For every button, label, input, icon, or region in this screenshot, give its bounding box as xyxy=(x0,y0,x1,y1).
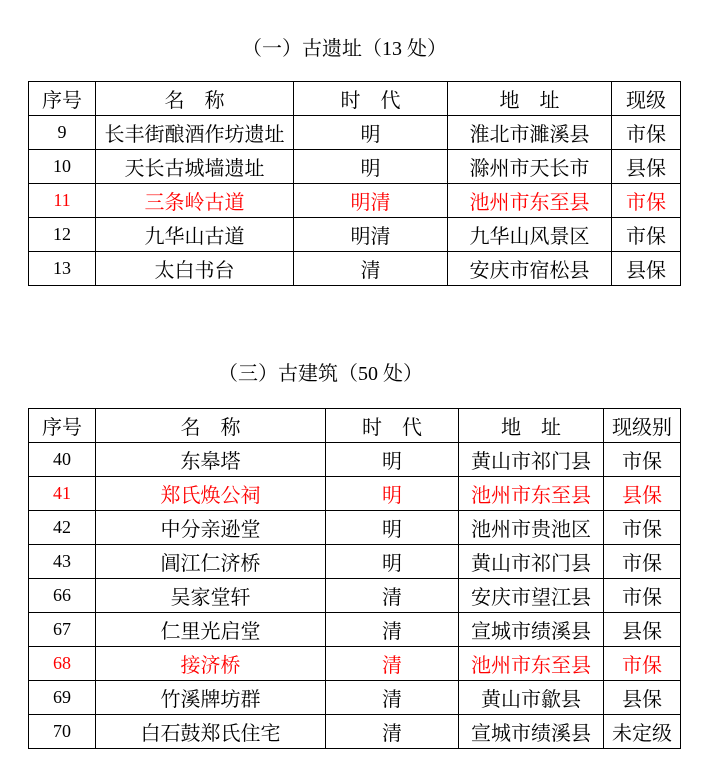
cell-name: 仁里光启堂 xyxy=(96,613,326,647)
cell-level: 县保 xyxy=(612,150,681,184)
cell-index: 10 xyxy=(29,150,96,184)
cell-level: 市保 xyxy=(612,184,681,218)
header-era: 时 代 xyxy=(326,409,459,443)
table-row xyxy=(29,218,681,252)
header-index: 序号 xyxy=(29,82,96,116)
cell-address: 黄山市祁门县 xyxy=(459,443,604,477)
cell-index: 68 xyxy=(29,647,96,681)
cell-address: 池州市东至县 xyxy=(459,477,604,511)
cell-name: 长丰街酿酒作坊遗址 xyxy=(96,116,294,150)
cell-level: 县保 xyxy=(612,252,681,286)
cell-index: 69 xyxy=(29,681,96,715)
table-row xyxy=(29,443,681,477)
cell-era: 明 xyxy=(326,511,459,545)
table-row xyxy=(29,715,681,749)
cell-index: 67 xyxy=(29,613,96,647)
header-address: 地 址 xyxy=(459,409,604,443)
cell-level: 市保 xyxy=(612,218,681,252)
cell-name: 阊江仁济桥 xyxy=(96,545,326,579)
cell-address: 安庆市望江县 xyxy=(459,579,604,613)
cell-address: 宣城市绩溪县 xyxy=(459,613,604,647)
header-era: 时 代 xyxy=(294,82,448,116)
cell-name: 郑氏焕公祠 xyxy=(96,477,326,511)
cell-address: 池州市东至县 xyxy=(459,647,604,681)
cell-name: 接济桥 xyxy=(96,647,326,681)
ancient-buildings-table xyxy=(28,408,681,749)
header-address: 地 址 xyxy=(448,82,612,116)
cell-name: 三条岭古道 xyxy=(96,184,294,218)
table-row xyxy=(29,647,681,681)
cell-era: 明 xyxy=(294,150,448,184)
cell-level: 县保 xyxy=(604,613,681,647)
cell-name: 九华山古道 xyxy=(96,218,294,252)
cell-level: 市保 xyxy=(604,647,681,681)
cell-address: 安庆市宿松县 xyxy=(448,252,612,286)
cell-era: 清 xyxy=(294,252,448,286)
cell-level: 市保 xyxy=(604,545,681,579)
header-level: 现级别 xyxy=(604,409,681,443)
cell-index: 13 xyxy=(29,252,96,286)
cell-address: 九华山风景区 xyxy=(448,218,612,252)
cell-name: 吴家堂轩 xyxy=(96,579,326,613)
table-header-row xyxy=(29,409,681,443)
cell-index: 70 xyxy=(29,715,96,749)
cell-level: 市保 xyxy=(604,443,681,477)
cell-era: 明 xyxy=(326,545,459,579)
table-row xyxy=(29,252,681,286)
table-row xyxy=(29,545,681,579)
cell-index: 66 xyxy=(29,579,96,613)
cell-level: 县保 xyxy=(604,477,681,511)
cell-index: 40 xyxy=(29,443,96,477)
cell-era: 清 xyxy=(326,681,459,715)
header-name: 名 称 xyxy=(96,409,326,443)
cell-index: 12 xyxy=(29,218,96,252)
cell-era: 清 xyxy=(326,647,459,681)
cell-era: 清 xyxy=(326,579,459,613)
cell-address: 黄山市祁门县 xyxy=(459,545,604,579)
cell-level: 市保 xyxy=(604,511,681,545)
cell-index: 41 xyxy=(29,477,96,511)
cell-level: 市保 xyxy=(604,579,681,613)
cell-era: 明 xyxy=(326,477,459,511)
table-row xyxy=(29,681,681,715)
header-index: 序号 xyxy=(29,409,96,443)
table-row xyxy=(29,579,681,613)
cell-era: 清 xyxy=(326,613,459,647)
cell-level: 未定级 xyxy=(604,715,681,749)
cell-era: 明清 xyxy=(294,184,448,218)
cell-index: 43 xyxy=(29,545,96,579)
table-row xyxy=(29,116,681,150)
cell-name: 太白书台 xyxy=(96,252,294,286)
cell-era: 明 xyxy=(294,116,448,150)
table-row xyxy=(29,184,681,218)
cell-index: 11 xyxy=(29,184,96,218)
cell-level: 县保 xyxy=(604,681,681,715)
cell-address: 池州市贵池区 xyxy=(459,511,604,545)
cell-name: 天长古城墙遗址 xyxy=(96,150,294,184)
table-row xyxy=(29,511,681,545)
cell-name: 竹溪牌坊群 xyxy=(96,681,326,715)
cell-era: 明清 xyxy=(294,218,448,252)
section2-title: （三）古建筑（50 处） xyxy=(218,363,423,385)
cell-name: 东皋塔 xyxy=(96,443,326,477)
table-row xyxy=(29,150,681,184)
cell-address: 宣城市绩溪县 xyxy=(459,715,604,749)
cell-address: 池州市东至县 xyxy=(448,184,612,218)
cell-address: 淮北市濉溪县 xyxy=(448,116,612,150)
ancient-sites-table xyxy=(28,81,681,286)
cell-address: 滁州市天长市 xyxy=(448,150,612,184)
table-header-row xyxy=(29,82,681,116)
header-level: 现级 xyxy=(612,82,681,116)
cell-name: 白石鼓郑氏住宅 xyxy=(96,715,326,749)
cell-level: 市保 xyxy=(612,116,681,150)
cell-index: 42 xyxy=(29,511,96,545)
cell-index: 9 xyxy=(29,116,96,150)
header-name: 名 称 xyxy=(96,82,294,116)
cell-address: 黄山市歙县 xyxy=(459,681,604,715)
table-row xyxy=(29,613,681,647)
table-row xyxy=(29,477,681,511)
cell-era: 明 xyxy=(326,443,459,477)
cell-era: 清 xyxy=(326,715,459,749)
section1-title: （一）古遗址（13 处） xyxy=(242,38,447,60)
cell-name: 中分亲逊堂 xyxy=(96,511,326,545)
